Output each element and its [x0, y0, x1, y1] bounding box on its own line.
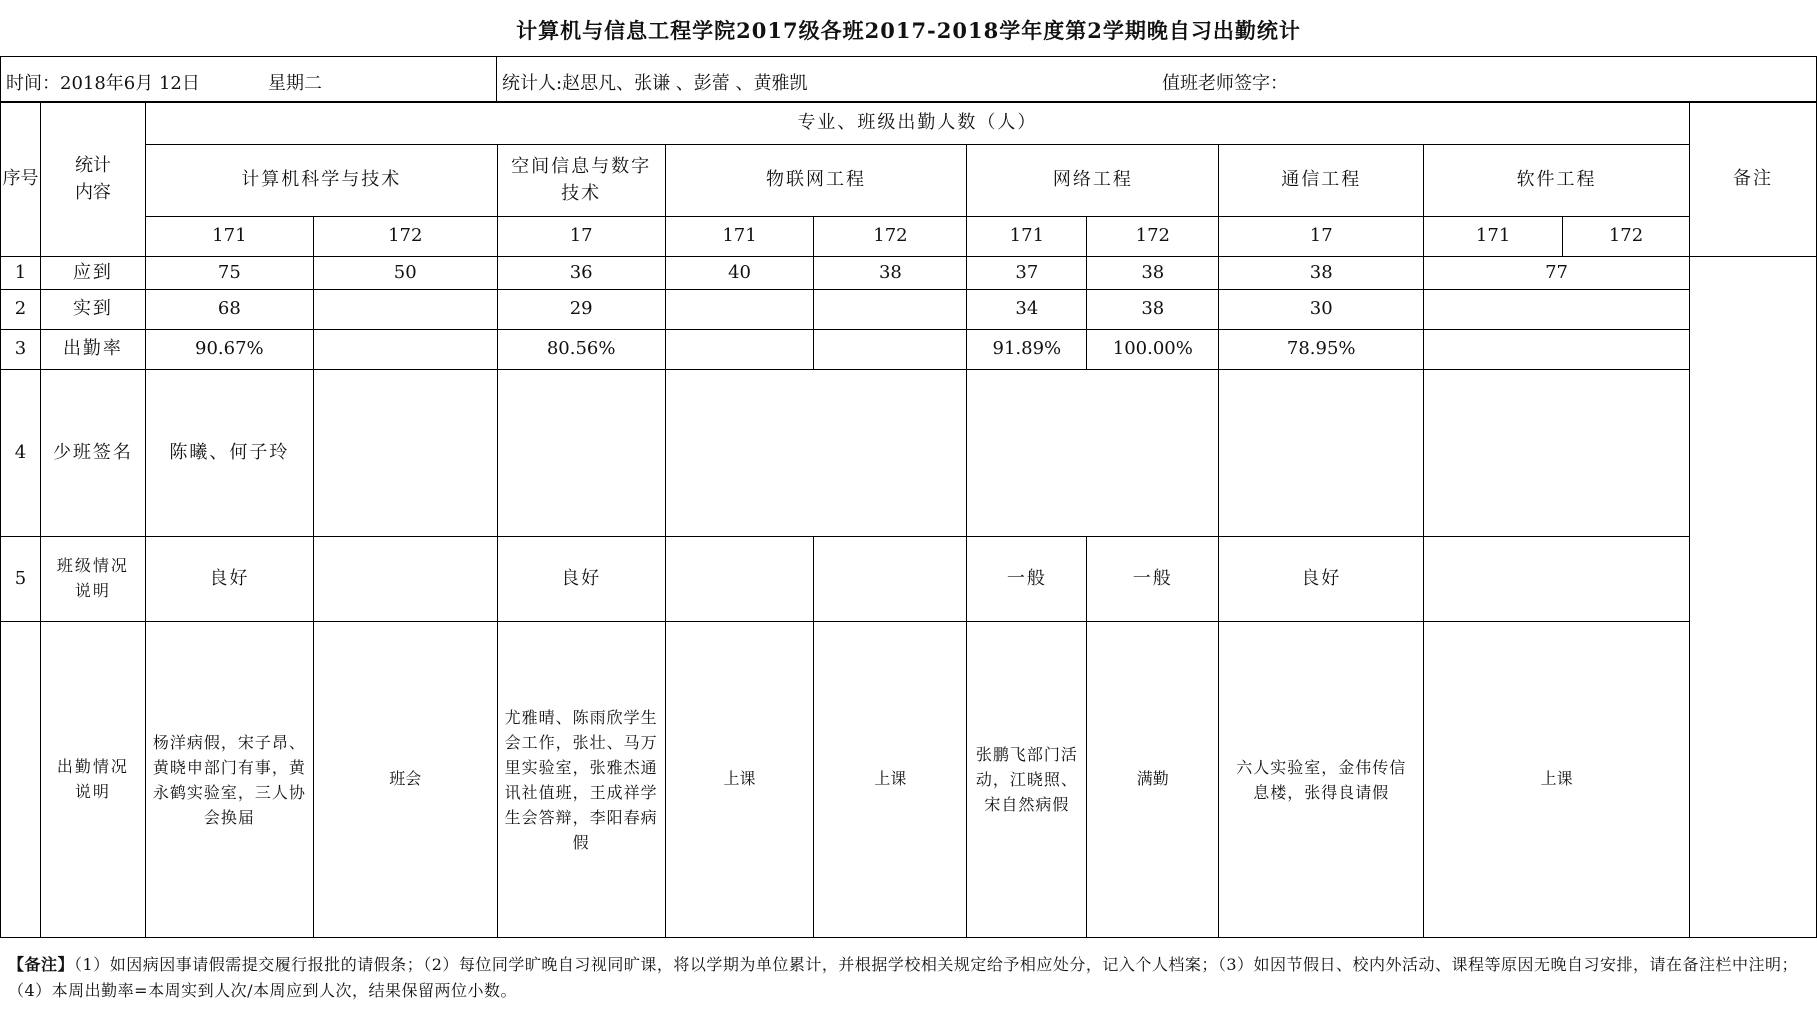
- major-software: 软件工程: [1424, 145, 1690, 217]
- class-cell: 17: [1219, 217, 1424, 257]
- note-label: 【备注】: [8, 955, 75, 974]
- stats-by-text: 统计人:赵思凡、张谦 、彭蕾 、黄雅凯: [502, 73, 808, 94]
- class-cell: 171: [665, 217, 814, 257]
- class-cell: 172: [1087, 217, 1219, 257]
- table-row: 2 实到 68 29 34 38 30: [1, 290, 1817, 330]
- class-cell: 171: [145, 217, 313, 257]
- header-remark: 备注: [1689, 103, 1816, 257]
- class-cell: 172: [1563, 217, 1690, 257]
- remark-column: [1689, 257, 1816, 938]
- footer-note: [0, 937, 1817, 1021]
- class-cell: 17: [497, 217, 665, 257]
- major-iot: 物联网工程: [665, 145, 967, 217]
- major-comm: 通信工程: [1219, 145, 1424, 217]
- major-network: 网络工程: [967, 145, 1219, 217]
- class-cell: 172: [814, 217, 967, 257]
- header-content: 统计 内容: [40, 103, 145, 257]
- note-text: （1）如因病因事请假需提交履行报批的请假条；（2）每位同学旷晚自习视同旷课，将以学期为单位累计，并根据学校相关规定给予相应处分，记入个人档案；（3）如因节假日、校内外活动、课程等原因无晚自习安排，请在备注栏中注明；（4）本周出勤率=本周实到人次/本周应到人次，结果保留两位小数。: [8, 955, 1799, 1000]
- class-cell: 172: [313, 217, 497, 257]
- attendance-table: [0, 102, 1817, 938]
- major-cs: 计算机科学与技术: [145, 145, 497, 217]
- page-title: 计算机与信息工程学院2017级各班2017-2018学年度第2学期晚自习出勤统计: [516, 18, 1301, 43]
- class-cell: 171: [1424, 217, 1563, 257]
- weekday-text: 星期二: [268, 73, 322, 94]
- table-row: 4 少班签名 陈曦、何子玲: [1, 370, 1817, 537]
- table-row: 1 应到 75 50 36 40 38 37 38 38 77: [1, 257, 1817, 290]
- table-row: 5 班级情况说明 良好 良好 一般 一般 良好: [1, 537, 1817, 622]
- teacher-sign-text: 值班老师签字：: [1162, 73, 1288, 94]
- header-index: 序号: [1, 103, 41, 257]
- table-row: 出勤情况说明 杨洋病假，宋子昂、黄晓申部门有事，黄永鹤实验室，三人协会换届 班会 尤雅晴、陈雨欣学生会工作，张壮、马万里实验室，张雅杰通讯社值班，王成祥学生会答辩，李阳春病假 上课 上课 张鹏飞部门活动，江晓照、宋自然病假 满勤 六人实验室，金伟传信息楼，张得良请假 上课: [1, 622, 1817, 938]
- table-row: 3 出勤率 90.67% 80.56% 91.89% 100.00% 78.95%: [1, 330, 1817, 370]
- header-group: 专业、班级出勤人数（人）: [145, 103, 1689, 145]
- major-spatial: 空间信息与数字技术: [497, 145, 665, 217]
- info-bar: [0, 56, 1817, 102]
- date-text: 时间：2018年6月 12日: [6, 73, 200, 94]
- class-cell: 171: [967, 217, 1087, 257]
